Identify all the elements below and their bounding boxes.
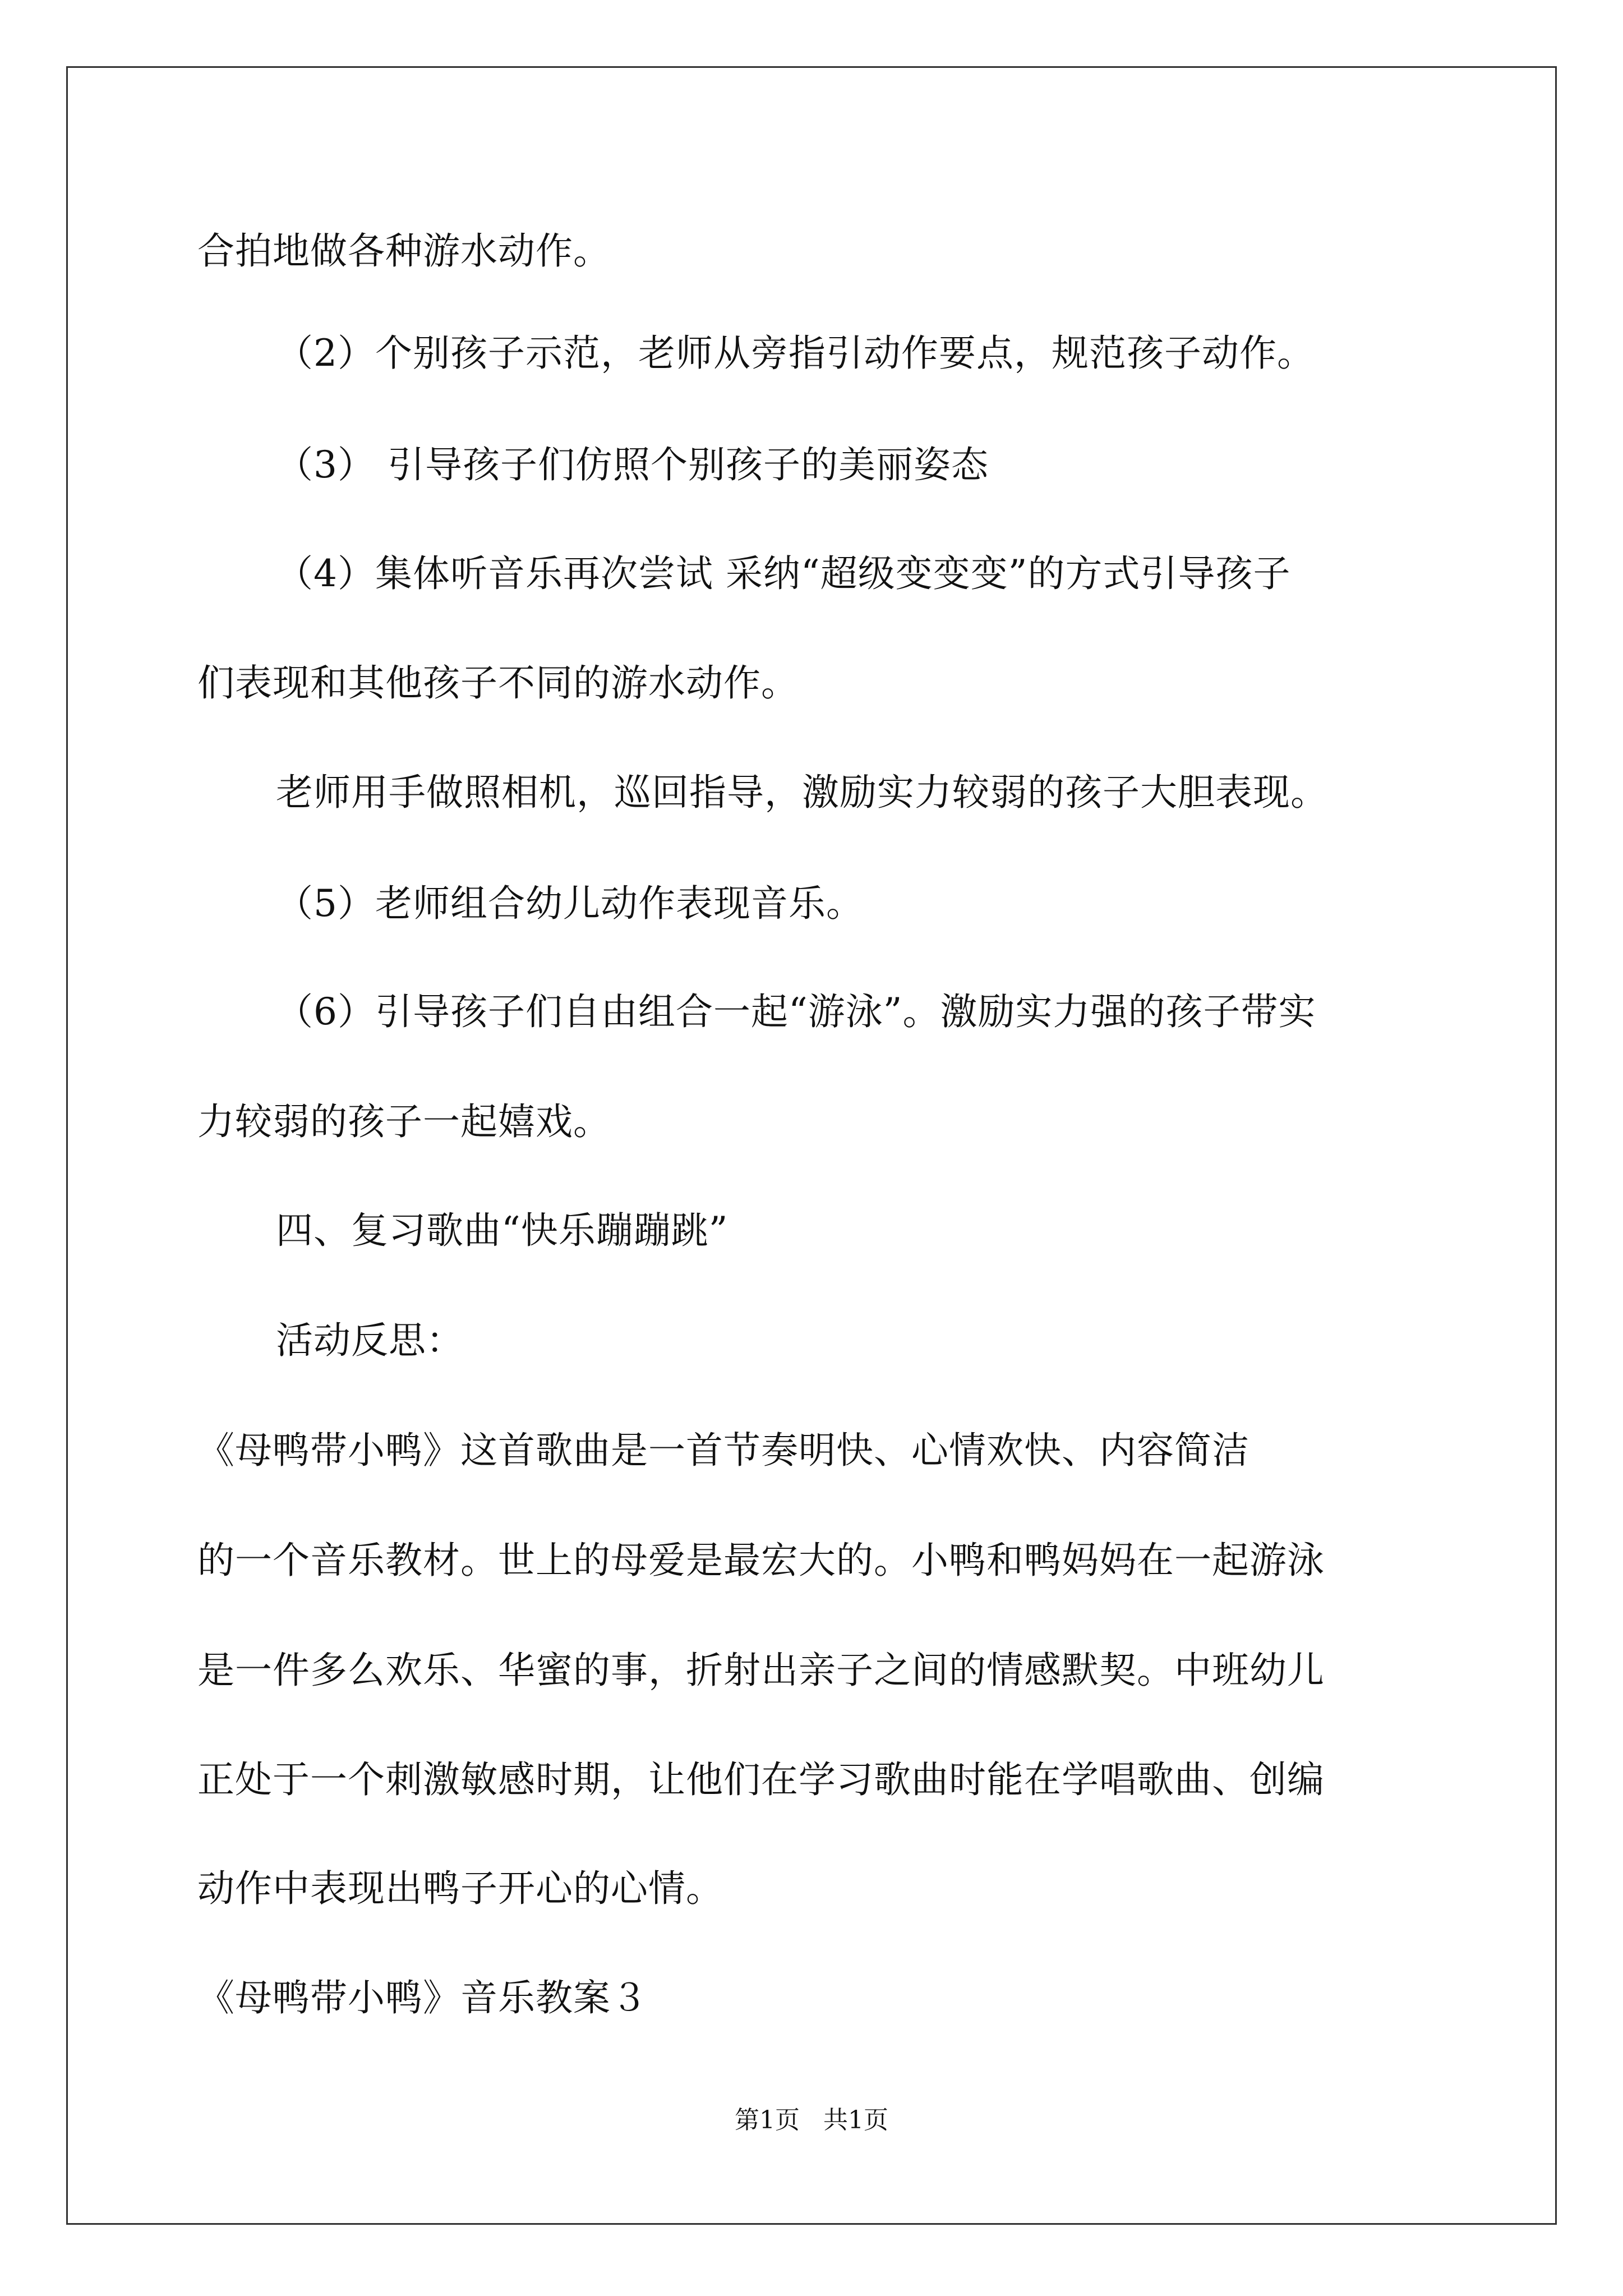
text-line: （4）集体听音乐再次尝试 采纳“超级变变变”的方式引导孩子	[276, 552, 1291, 595]
text-line: 的一个音乐教材。世上的母爱是最宏大的。小鸭和鸭妈妈在一起游泳	[197, 1539, 1325, 1582]
text-line: 力较弱的孩子一起嬉戏。	[197, 1100, 611, 1143]
text-line: 动作中表现出鸭子开心的心情。	[197, 1867, 723, 1910]
text-line: 《母鸭带小鸭》这首歌曲是一首节奏明快、心情欢快、内容简洁	[197, 1429, 1249, 1472]
text-line: （5）老师组合幼儿动作表现音乐。	[276, 882, 864, 925]
text-line: 合拍地做各种游水动作。	[197, 229, 611, 273]
text-line: 是一件多么欢乐、华蜜的事，折射出亲子之间的情感默契。中班幼儿	[197, 1649, 1325, 1692]
text-line: （3） 引导孩子们仿照个别孩子的美丽姿态	[276, 443, 989, 486]
text-line: 正处于一个刺激敏感时期，让他们在学习歌曲时能在学唱歌曲、创编	[197, 1758, 1325, 1801]
document-title: 《母鸭带小鸭》音乐教案３	[197, 1976, 648, 2019]
text-line: 老师用手做照相机，巡回指导，激励实力较弱的孩子大胆表现。	[276, 771, 1328, 814]
section-heading: 四、复习歌曲“快乐蹦蹦跳”	[276, 1209, 728, 1252]
text-line: （2）个别孩子示范，老师从旁指引动作要点，规范孩子动作。	[276, 332, 1315, 375]
section-heading: 活动反思：	[276, 1319, 464, 1362]
text-line: （6）引导孩子们自由组合一起“游泳”。激励实力强的孩子带实	[276, 990, 1316, 1033]
text-line: 们表现和其他孩子不同的游水动作。	[197, 661, 799, 705]
page-footer: 第1页 共1页	[735, 2106, 888, 2134]
